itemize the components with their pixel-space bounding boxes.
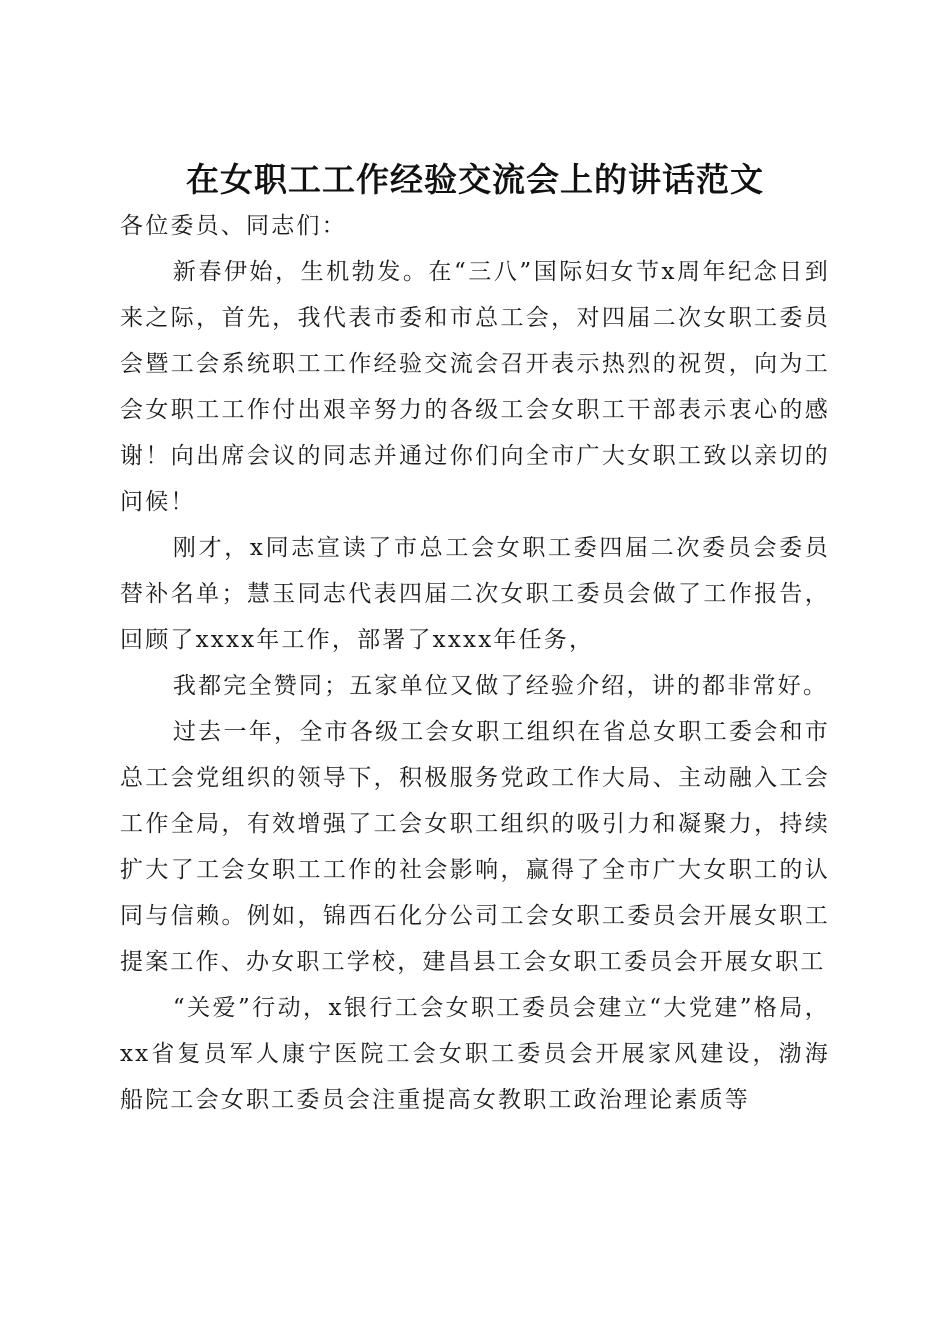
paragraph-1: 新春伊始，生机勃发。在“三八”国际妇女节x周年纪念日到来之际，首先，我代表市委和市总工会，对四届二次女职工委员会暨工会系统职工工作经验交流会召开表示热烈的祝贺，向为工会女职工工作付出艰辛努力的各级工会女职工干部表示衷心的感谢！向出席会议的同志并通过你们向全市广大女职工致以亲切的问候！	[120, 259, 830, 515]
paragraph-2: 刚才，x同志宣读了市总工会女职工委四届二次委员会委员替补名单；慧玉同志代表四届二次女职工委员会做了工作报告，回顾了xxxx年工作，部署了xxxx年任务，	[120, 535, 830, 653]
paragraph-5: “关爱”行动，x银行工会女职工委员会建立“大党建”格局，xx省复员军人康宁医院工会女职工委员会开展家风建设，渤海船院工会女职工委员会注重提高女教职工政治理论素质等	[120, 995, 830, 1113]
paragraph-4: 过去一年，全市各级工会女职工组织在省总女职工委会和市总工会党组织的领导下，积极服务党政工作大局、主动融入工会工作全局，有效增强了工会女职工组织的吸引力和凝聚力，持续扩大了工会女职工工作的社会影响，赢得了全市广大女职工的认同与信赖。例如，锦西石化分公司工会女职工委员会开展女职工提案工作、办女职工学校，建昌县工会女职工委员会开展女职工	[120, 719, 830, 975]
paragraph-3: 我都完全赞同；五家单位又做了经验介绍，讲的都非常好。	[172, 673, 829, 699]
document-title: 在女职工工作经验交流会上的讲话范文	[186, 160, 764, 200]
salutation: 各位委员、同志们：	[120, 213, 347, 239]
document-body	[120, 203, 830, 1123]
